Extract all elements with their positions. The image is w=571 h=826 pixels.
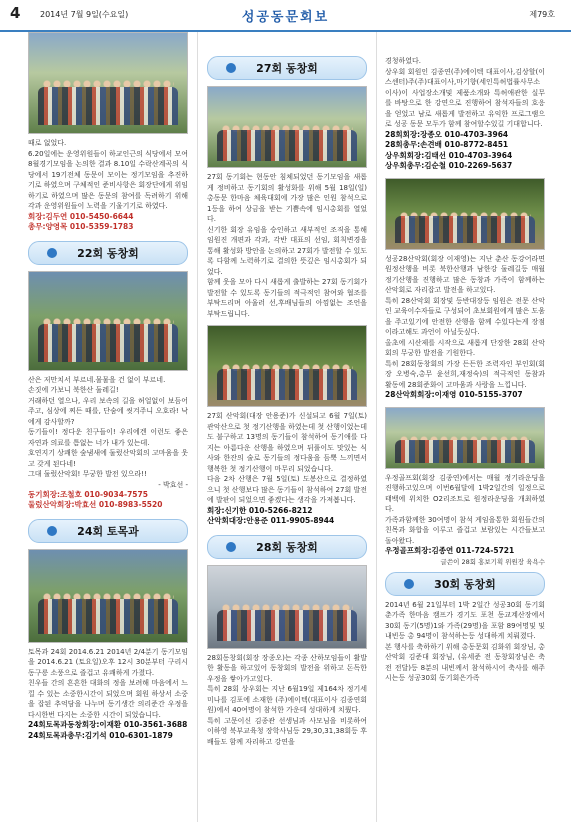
page-number: 4	[10, 4, 21, 22]
section-title-text: 24회 토목과	[77, 524, 139, 538]
contact-line: 28회총무:손견배 010-8772-8451	[385, 140, 509, 149]
author-note: 글쓴이 28회 홍보기획 위원장 육욕수	[440, 557, 545, 566]
article-text: 우정골프회(회장 김종연)에서는 매월 정기라운딩을 진행하고있으며 이번6월달에 1박2일간의 일정으로 태백에 위치한 O2리조트로 원정라운딩을 개최하였다. 가족과함께한 30여명이 참석 게임을통한 회원들간의 친목과 화합을 이루고 즐겁고 보람있는 시간들보고 돌아왔다.	[385, 473, 545, 545]
section-title-22	[28, 241, 188, 265]
group-photo	[28, 549, 188, 643]
intro-text: 때로 없었다. 6.20일에는 운영위원들이 하교인근의 식당에서 모여 8월경기모임을 논의한 결과 8.10일 수락산계곡의 식당에서 19기전체 동문이 모이는 정기모임을 추진하기로 하였으며 구체적인 준비사항은 회장단에게 위임하기로 하였으며 많은 동문의 참여를 독려하기 위해 각과 운영위원들이 노력을 기울기기로 하였다.	[28, 139, 188, 210]
contact-line: 산악회대장:안용준 011-9905-8944	[207, 516, 335, 525]
section-title-text: 22회 동창회	[77, 246, 139, 260]
contact-line: 둘렀산악회장:박효선 010-8983-5520	[28, 500, 163, 509]
contact-line: 총무:양영목 010-5359-1783	[28, 222, 134, 231]
contact-line: 상우회회장:김태선 010-4703-3964	[385, 150, 513, 160]
contact-line: 동기회장:조철호 010-9034-7575	[28, 489, 148, 499]
section-title-text: 27회 동창회	[256, 62, 318, 75]
column-divider	[197, 32, 198, 822]
contact-line: 24회토목과동창회장:이재환 010-3561-3688	[28, 720, 188, 729]
contact-line: 24회토목과총무:김기석 010-6301-1879	[28, 730, 173, 740]
group-photo	[207, 565, 367, 649]
column-divider	[376, 32, 377, 822]
column-right	[385, 32, 545, 684]
column-middle	[207, 32, 367, 747]
contact-line: 우정골프회장:김종연 011-724-5721	[385, 546, 515, 555]
page-header	[0, 0, 571, 32]
group-photo	[385, 178, 545, 250]
article-text: 27회 동기회는 현동안 침체되었던 동기모임을 새롭게 정비하고 동기회의 활성화를 위해 5월 18일(일) 총동문 한마음 체육대회에 가장 많은 인원 참석으로 1등을 하여 상금을 받는 기쁨속에 임시총회를 열었다. 신기한 회장 유임을 승인하고 새부적인 조직을 통해 임원진 개편과 각과, 각반 대표의 선임, 회칙변경을 통해 활성화 방안을 논의하고 27회가 발전할 수 있도록 다함께 노력하기로 결의한 뜻깊은 임시총회가 되었다. 함께 웃을 모아 다시 새롭게 출발하는 27회 동기회가 발전할 수 있도록 동기들의 적극적인 참여와 협조를 부탁드리며 아울러 선,후배님들의 아낌없는 조언을 부탁드립니다.	[207, 173, 367, 318]
group-photo	[207, 325, 367, 407]
article-text	[28, 138, 188, 212]
column-left	[28, 32, 188, 741]
group-photo	[28, 32, 188, 134]
section-title-text: 28회 동창회	[256, 540, 318, 554]
article-text: 경청하였다. 상우회 회원인 김종연(주)에이텍 대표이사,김상할(이스센터)주(주)대표이사,마기향(세인특허법률사무소 이사)이 사업장소개및 제품소개와 특허애관한 실무를 바탕으로 한 강연으로 진행하여 참석자들의 호응을 얻었고 남로 새롭게 발전하고 유익한 프로그램으로 성공 동문 모두가 함께 참여할수있길 기대합니다.	[385, 57, 545, 128]
contact-line: 28회회장:장종오 010-4703-3964	[385, 129, 509, 139]
group-photo	[207, 86, 367, 168]
issue-date: 2014년 7월 9일(수요일)	[40, 10, 129, 19]
article-text: 27회 산악회(대장 안용준)가 신설되고 6월 7일(토) 관악산으로 첫 정기산행을 하였는데 첫 산행이었는데도 불구하고 13명의 동기들이 참석하여 동기애를 다지는 아름다운 산행을 하였으며 뒤풀이도 맛있는 식사와 한잔의 술로 동기들의 정다움을 듬뿍 느끼면서 행복한 첫 정기산행이 마무리 되었습니다. 다음 2차 산행은 7월 5일(토) 도봉산으로 결정하였으니 첫 산행보다 많은 동기들이 참석하여 27회 발전에 발판이 되었으면 좋겠다는 생각을 가져봅니다.	[207, 412, 367, 504]
article-text: 28회동창회(회장 장종오)는 각종 산하모임들이 활발한 활동을 하고있어 동창회의 발전을 위하고 돈독한 우정을 쌓아가고있다. 특히 28회 상우회는 지난 6월19일 제164차 정기세미나를 김포에 소재한 (주)에이텍(대표이사 김종연회원)에서 40여명이 참석한 가운데 성대하게 치뤘다. 특히 고문이신 김종관 선생님과 사모님을 비롯하여 이하영 북부교육청 장학사님등 29,30,31,38회등 후배들도 함께 자리하고 강연을	[207, 653, 367, 746]
section-title-30	[385, 572, 545, 596]
issue-number: 제79호	[529, 10, 555, 19]
section-title-28	[207, 535, 367, 559]
article-text: 토목과 24회 2014.6.21 2014년 2/4분기 동기모임을 2014.6.21 (토요일)오후 12시 30분부터 구리시 동구릉 소풍으로 즐겁고 유쾌하게 가졌다. 친우들 간의 흔흔한 대화의 정을 보려해 마음에서 느낄 수 있는 소중한시간이 되었으며 회원 하상서 소중을 잡된 추억담을 나누며 동기생간 의리준간 우정을 다시한번 다지는 소중한 시간이 되었습니다.	[28, 647, 188, 719]
newsletter-title: 성공동문회보	[241, 10, 330, 25]
article-text: 2014년 6월 21일부터 1박 2일간 성공30회 동기회 춘가족 한마음 캠프가 경기도 포천 동교계산장에서 30회 동기(5명)1와 가족(29명)을 포함 89여명및 및 내빈등 총 94명이 참석하는등 성대하게 치뤄졌다. 본 행사를 축하하기 위해 총동문회 김화위 회장님, 총산악회 김준대 회장님, (유세준 전 동창회장님은 축전 전달)등 8분의 내빈께서 참석하시어 축사를 해주시는등 성공30회 동기회은가족	[385, 600, 545, 682]
contact-line: 회장:김두연 010-5450-6644	[28, 211, 134, 221]
section-title-27	[207, 56, 367, 80]
contact-line: 상우회총무:김순철 010-2269-5637	[385, 161, 513, 170]
group-photo	[28, 271, 188, 371]
article-text: 성공28산악회(회장 이재영)는 지난 춘산 동강어라면 원정산행을 비롯 북한산행과 남한강 둘레길등 매월 정기산행을 진행하고 많은 동창과 가족이 함께하는 산악회로 자리잡고 발전을 하고있다. 특히 28산악회 회장및 등반대장등 임원은 전문 산악인 교육이수자들로 구성되어 초보회원에게 많은 도움을 주고있기에 안전한 산행을 함께 수있다는게 장점이라고해도 과언이 아닐듯싶다. 올초에 시산제를 시작으로 새롭게 단장한 28회 산악회의 무궁한 발전을 기원한다. 특히 28회동창회의 가장 든든한 조력자인 부인회(회장 오병숙,총무 윤선희,재정숙)의 적극적인 동참과 활동에 28회준화이 고마움과 사랑을 느낍니다.	[385, 254, 545, 389]
section-title-text: 30회 동창회	[434, 577, 496, 591]
author-signature: - 박효선 -	[158, 480, 188, 489]
section-title-24	[28, 519, 188, 543]
article-text: 산은 저만치서 부르네.물물을 건 없이 부르네. 손짓에 가보니 북한산 둘레길! 거래하던 열으나, 우리 보속의 길을 허얼없이 보듬어 주고, 심상에 찌든 때를, 단숨에 씻겨주니 오호라! 낙에게 감사할까? 동기들이! 정다운 친구들이! 우리에겐 이런도 좋은 자연과 의료를 틈없는 너가 내가 있는데. 호연지기 상쾌한 숲냄새에 둘렀산악회의 고마움을 웃고 갖게 된다네! 그대 둘렀산악회! 무궁한 발전 있으라!!	[28, 375, 188, 478]
group-photo	[385, 407, 545, 469]
contact-line: 28산악회회장:이재영 010-5155-3707	[385, 390, 523, 399]
contact-line: 회장:신기한 010-5266-8212	[207, 505, 313, 515]
